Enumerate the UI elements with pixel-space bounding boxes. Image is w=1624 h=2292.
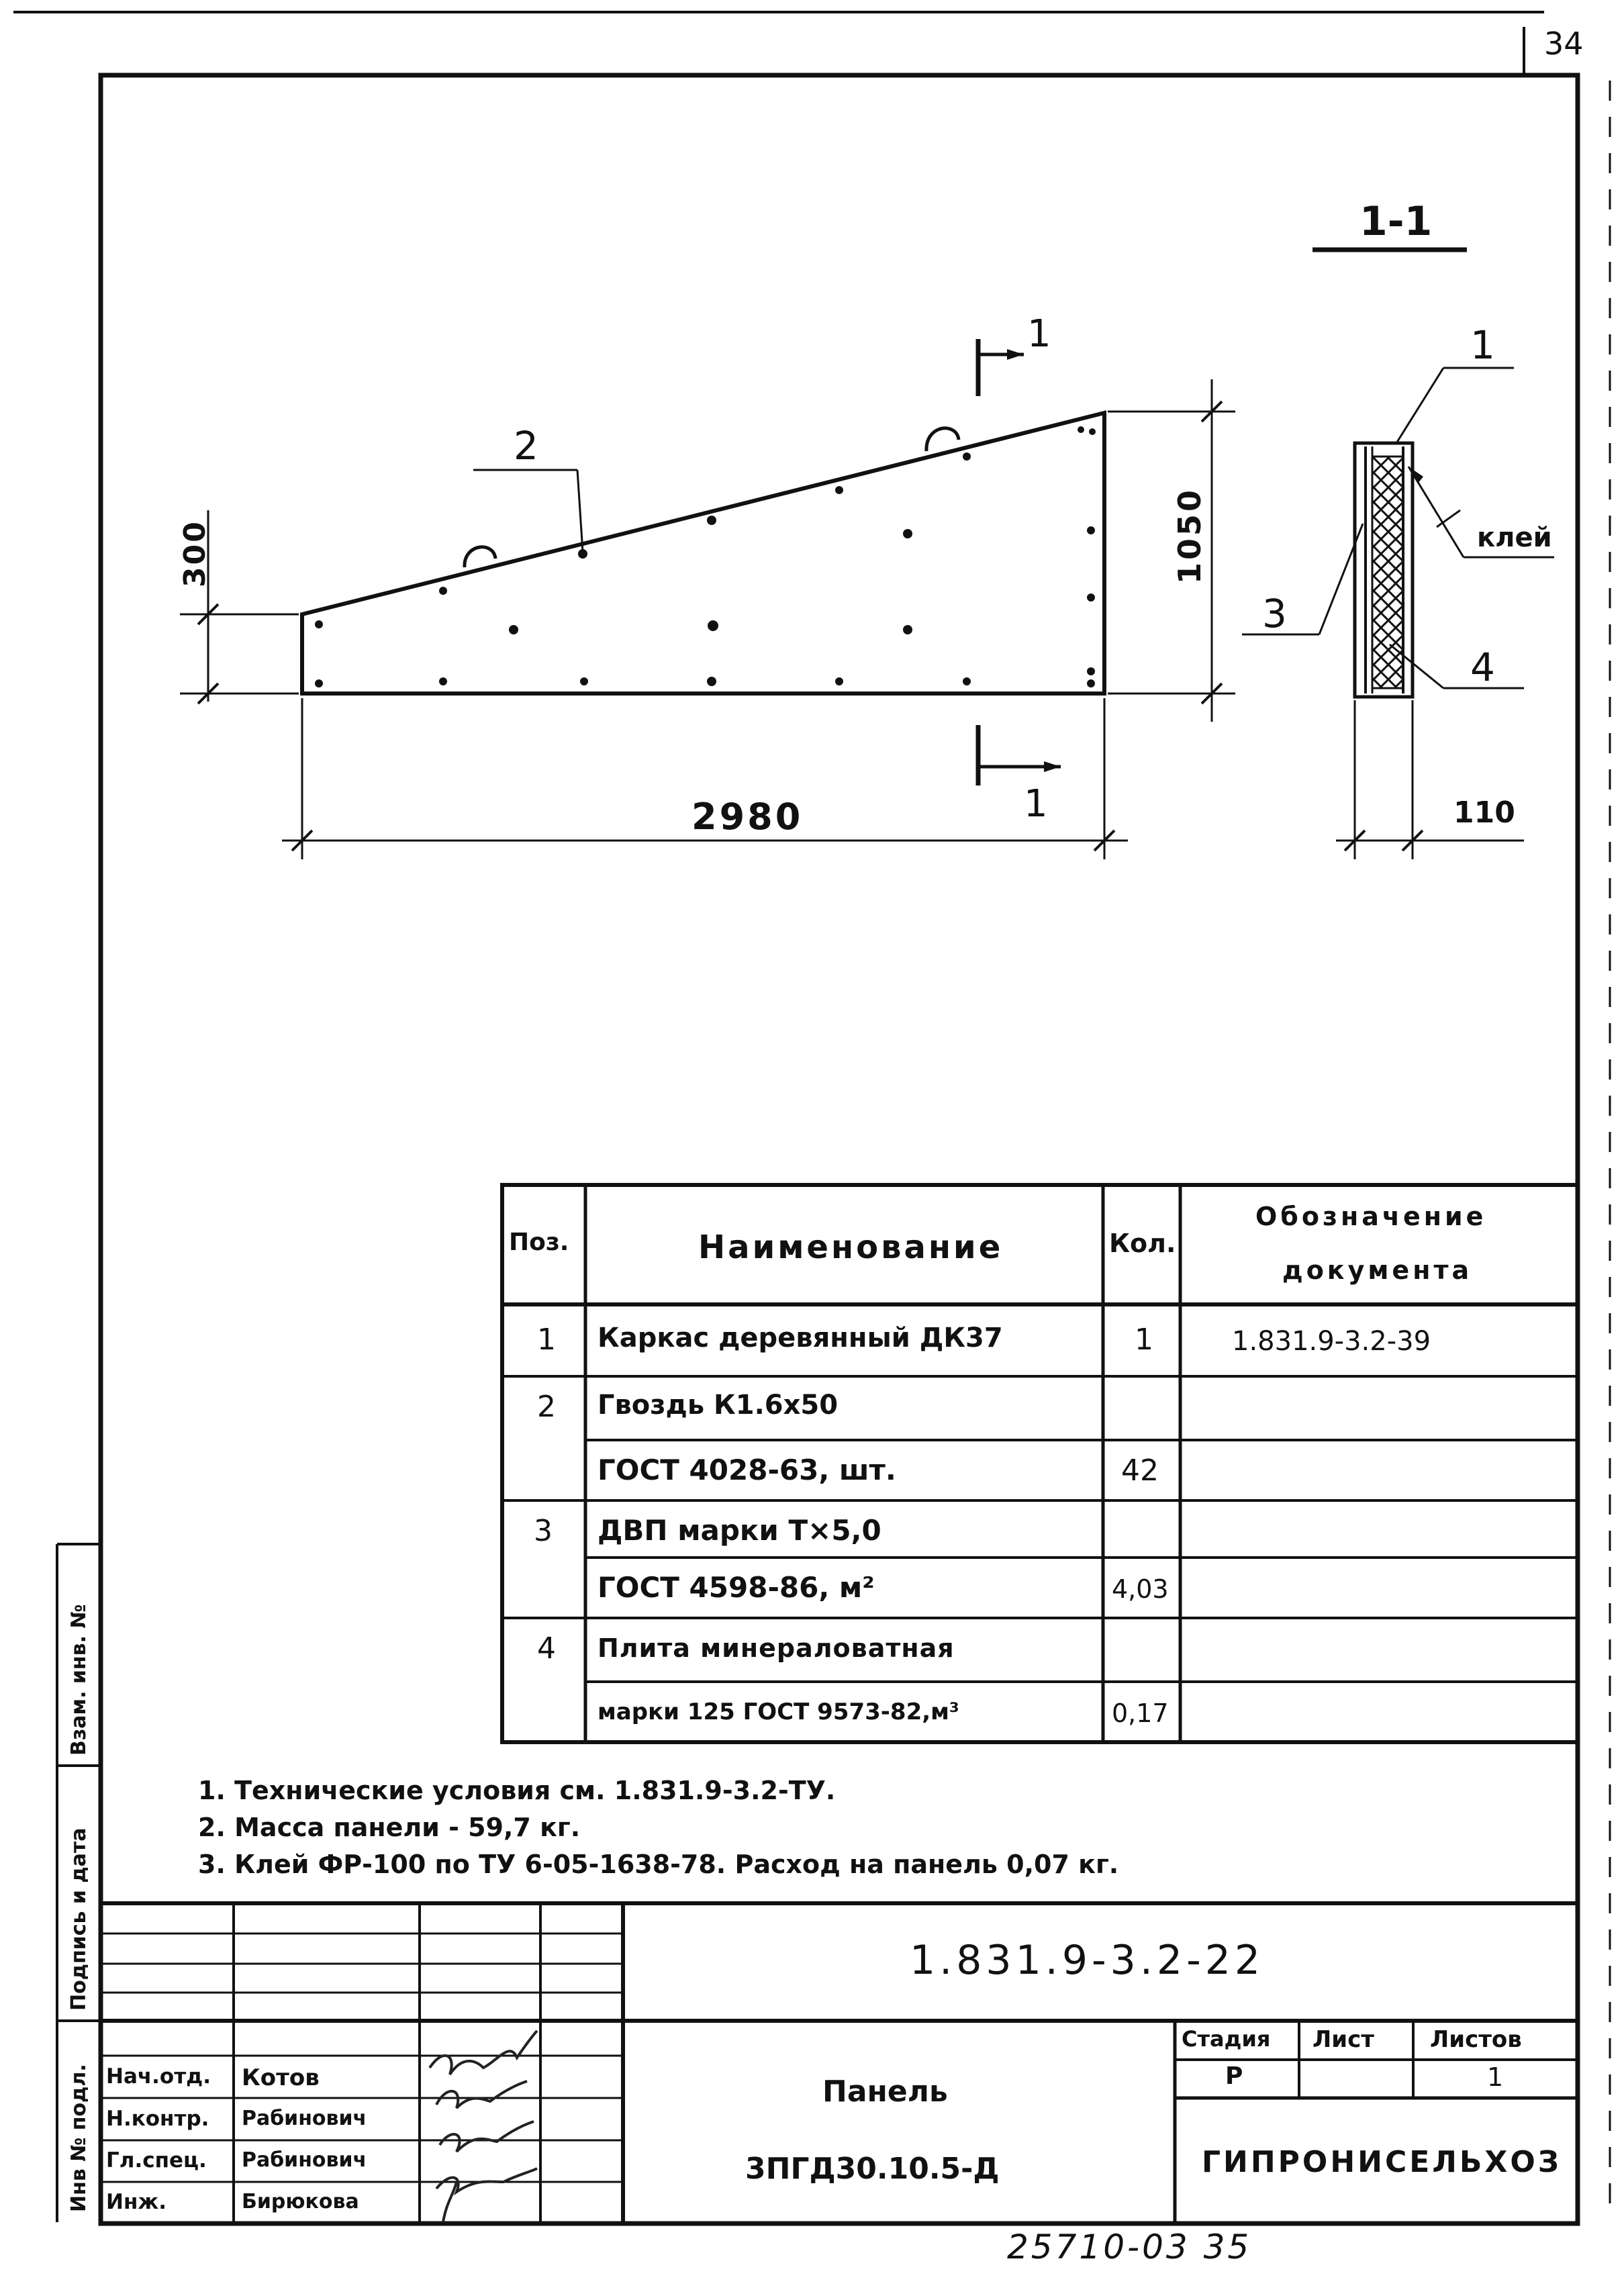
sheet-header: Лист [1312, 2026, 1374, 2053]
spec-header-doc-line1: Обозначение [1255, 1202, 1487, 1231]
spec-row-6-name: Плита минераловатная [598, 1633, 955, 1663]
spec-row-3-name: ГОСТ 4028-63, шт. [598, 1453, 896, 1486]
person-1-role: Нач.отд. [106, 2064, 211, 2089]
dimension-thickness: 110 [1453, 796, 1515, 830]
section-title: 1-1 [1359, 198, 1433, 245]
callout-1: 1 [1470, 322, 1495, 368]
signatures [416, 2021, 551, 2222]
person-1-name: Котов [242, 2064, 320, 2091]
spec-row-7-name: марки 125 ГОСТ 9573-82,м³ [598, 1699, 959, 1725]
note-2: 2. Масса панели - 59,7 кг. [198, 1813, 581, 1842]
stage-header: Стадия [1182, 2026, 1271, 2052]
person-2-name: Рабинович [242, 2107, 367, 2130]
dimension-height: 1050 [1172, 487, 1208, 584]
sheets-header: Листов [1430, 2026, 1522, 2053]
callout-3: 3 [1262, 591, 1287, 636]
spec-row-3-qty: 42 [1121, 1453, 1159, 1488]
spec-row-2-pos: 2 [537, 1390, 556, 1424]
spec-row-5-qty: 4,03 [1112, 1574, 1169, 1604]
callout-4: 4 [1470, 644, 1495, 690]
person-3-name: Рабинович [242, 2148, 367, 2172]
spec-header-pos: Поз. [509, 1229, 569, 1256]
organization-name: ГИПРОНИСЕЛЬХОЗ [1202, 2145, 1562, 2179]
dimension-left-height: 300 [178, 520, 212, 587]
spec-row-1-qty: 1 [1135, 1323, 1153, 1357]
stamp-signature-date: Подпись и дата [67, 1827, 91, 2011]
sheet-number: 34 [1544, 26, 1584, 62]
sheets-value: 1 [1487, 2062, 1504, 2092]
title-panel: Панель [822, 2074, 948, 2109]
spec-header-doc-line2: документа [1282, 1255, 1473, 1285]
spec-row-7-qty: 0,17 [1112, 1699, 1169, 1728]
spec-header-name: Наименование [698, 1229, 1004, 1266]
person-4-name: Бирюкова [242, 2190, 359, 2213]
note-1: 1. Технические условия см. 1.831.9-3.2-ТУ. [198, 1776, 836, 1805]
dimension-length: 2980 [691, 796, 804, 838]
archive-number: 25710-03 35 [1007, 2228, 1252, 2266]
stamp-inventory-number: Инв № подл. [67, 2064, 91, 2212]
spec-row-1-doc: 1.831.9-3.2-39 [1232, 1326, 1431, 1357]
spec-row-2-name: Гвоздь К1.6х50 [598, 1390, 839, 1421]
stage-value: Р [1225, 2062, 1243, 2090]
stamp-replacement-inventory: Взам. инв. № [67, 1604, 91, 1756]
spec-row-5-name: ГОСТ 4598-86, м² [598, 1571, 875, 1604]
spec-row-4-name: ДВП марки Т×5,0 [598, 1514, 881, 1547]
person-2-role: Н.контр. [106, 2107, 209, 2131]
document-code: 1.831.9-3.2-22 [910, 1937, 1265, 1984]
spec-header-qty: Кол. [1109, 1229, 1176, 1258]
spec-row-1-name: Каркас деревянный ДК37 [598, 1323, 1003, 1353]
note-3: 3. Клей ФР-100 по ТУ 6-05-1638-78. Расход на панель 0,07 кг. [198, 1850, 1119, 1879]
glue-label: клей [1477, 522, 1552, 553]
spec-row-1-pos: 1 [537, 1323, 556, 1357]
person-4-role: Инж. [106, 2190, 166, 2214]
spec-row-4-pos: 3 [534, 1514, 553, 1548]
spec-row-6-pos: 4 [537, 1631, 556, 1666]
cut-mark-top-label: 1 [1027, 312, 1051, 356]
cut-mark-bottom-label: 1 [1024, 782, 1048, 826]
person-3-role: Гл.спец. [106, 2148, 207, 2172]
title-panel-mark: 3ПГД30.10.5-Д [745, 2152, 1000, 2186]
callout-2: 2 [514, 423, 538, 469]
